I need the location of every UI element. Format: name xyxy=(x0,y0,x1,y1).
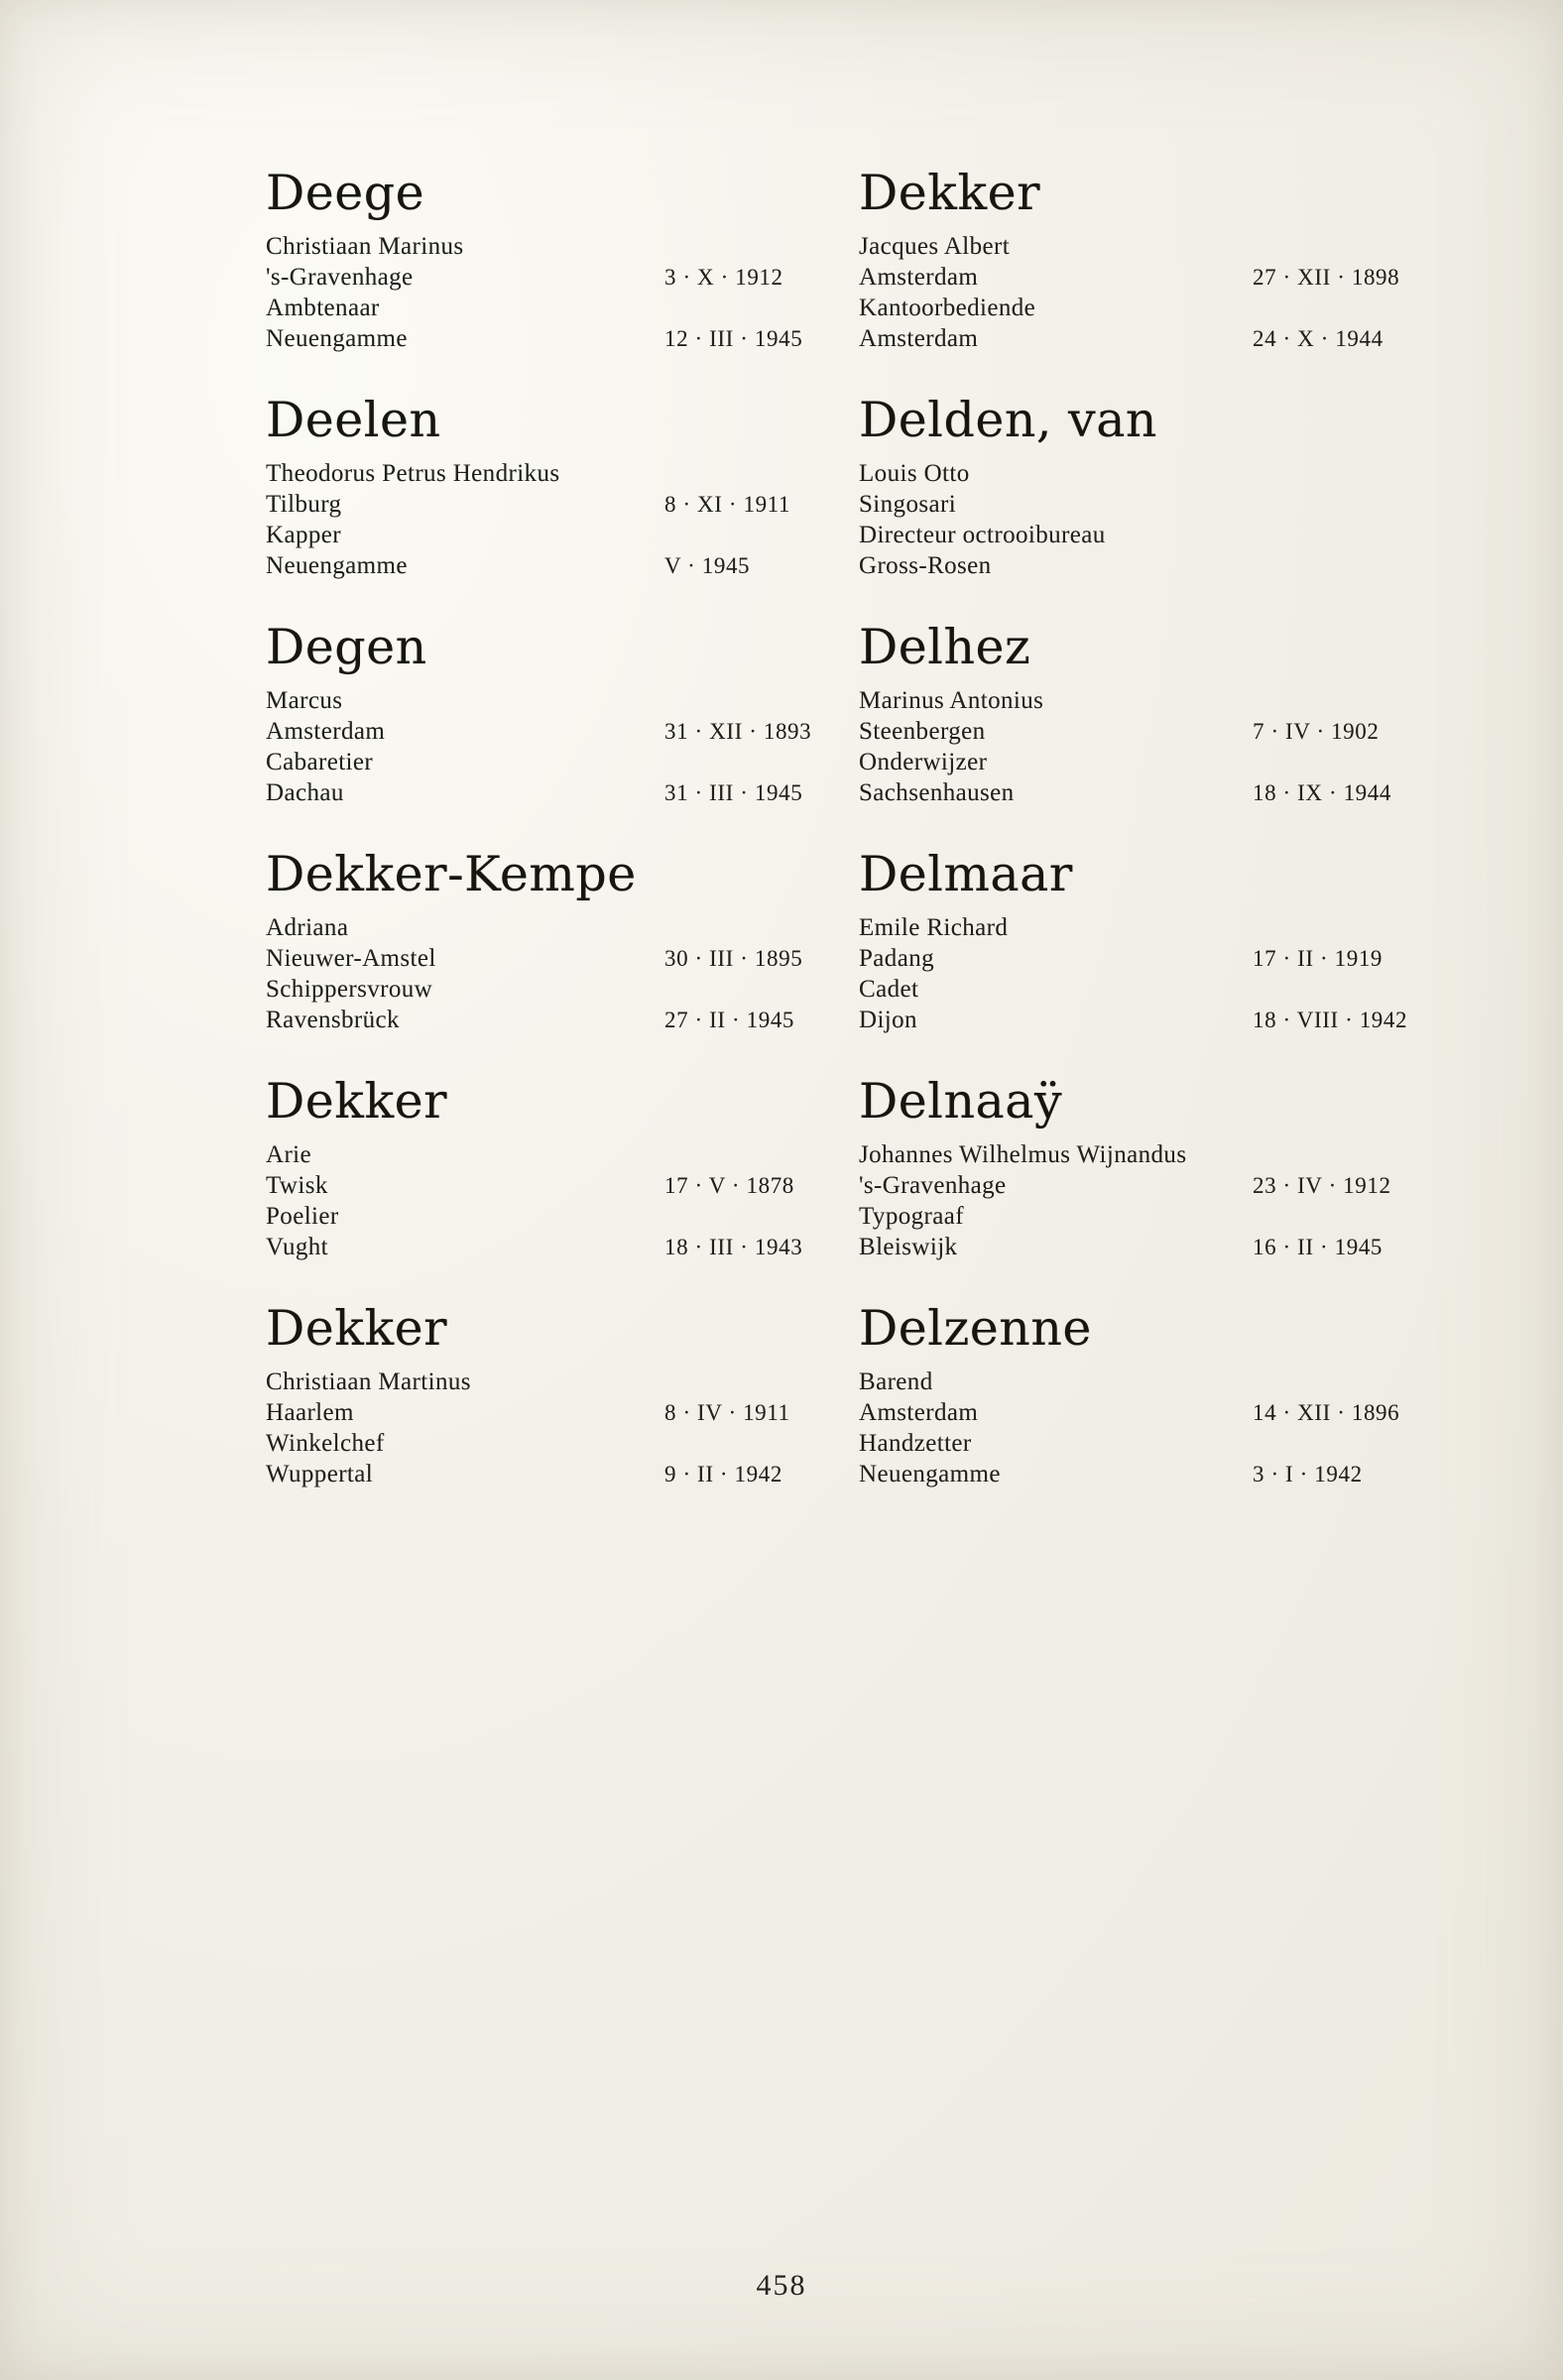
entry-line xyxy=(266,293,823,323)
entry-line xyxy=(859,1170,1416,1201)
entry xyxy=(859,1300,1416,1489)
entry-line-date: 23 · IV · 1912 xyxy=(1253,1173,1391,1198)
entry-line-date: 31 · XII · 1893 xyxy=(664,719,812,744)
entry xyxy=(266,846,823,1035)
entry-line xyxy=(859,912,1416,943)
entry-surname: Delmaar xyxy=(859,846,1073,902)
entry-details xyxy=(859,1139,1416,1262)
entry-line-date: 24 · X · 1944 xyxy=(1253,326,1383,351)
entry-line xyxy=(266,1367,823,1397)
entry-line-date: 3 · I · 1942 xyxy=(1253,1462,1363,1487)
entry-line xyxy=(266,716,823,747)
entry-line-text: Handzetter xyxy=(859,1430,972,1457)
entry-line-text: Directeur octrooibureau xyxy=(859,522,1106,548)
entry-line-text: Kantoorbediende xyxy=(859,295,1036,321)
entry-line-date: 31 · III · 1945 xyxy=(664,780,803,805)
entry-line-date: 14 · XII · 1896 xyxy=(1253,1400,1400,1425)
entry-line xyxy=(266,231,823,262)
page-number: 458 xyxy=(756,2269,807,2302)
column-left xyxy=(266,165,823,1489)
entry-details xyxy=(266,685,823,808)
entry-line-date: V · 1945 xyxy=(664,553,751,578)
entry-line xyxy=(859,1201,1416,1232)
entry-line-text: Adriana xyxy=(266,914,349,941)
entry-line xyxy=(266,685,823,716)
entry-surname: Dekker xyxy=(859,165,1041,221)
entry xyxy=(859,1073,1416,1262)
entry-line-text: Sachsenhausen xyxy=(859,779,1015,806)
entry-line xyxy=(266,1397,823,1428)
entry-line-text: Haarlem xyxy=(266,1399,354,1426)
entry-line xyxy=(266,323,823,354)
entry-line xyxy=(859,1428,1416,1459)
entry-line-text: Dijon xyxy=(859,1007,917,1033)
entry xyxy=(266,165,823,354)
entry-line xyxy=(266,458,823,489)
column-right xyxy=(859,165,1416,1489)
entry-line-text: Christiaan Marinus xyxy=(266,233,464,260)
entry-details xyxy=(266,1139,823,1262)
entry xyxy=(859,846,1416,1035)
entry-line xyxy=(266,1428,823,1459)
entry-surname: Dekker-Kempe xyxy=(266,846,637,902)
entry-line-date: 17 · II · 1919 xyxy=(1253,946,1383,971)
entry-line xyxy=(859,1459,1416,1489)
entry-line xyxy=(266,1459,823,1489)
entry-line-text: Amsterdam xyxy=(859,325,979,352)
entry-line-text: Ravensbrück xyxy=(266,1007,400,1033)
entry-line-date: 18 · IX · 1944 xyxy=(1253,780,1391,805)
entry-surname: Deege xyxy=(266,165,425,221)
entry-details xyxy=(266,458,823,581)
entry-line-text: Cadet xyxy=(859,976,919,1003)
entry-line-text: Tilburg xyxy=(266,491,342,518)
entry-line-date: 27 · II · 1945 xyxy=(664,1008,795,1032)
entry-line-text: Poelier xyxy=(266,1203,339,1230)
entry-line-date: 3 · X · 1912 xyxy=(664,265,783,290)
entry-line-text: Marcus xyxy=(266,687,343,714)
page-sheet xyxy=(117,89,1468,2311)
entry-line-text: Padang xyxy=(859,945,934,972)
entry-surname: Delnaaÿ xyxy=(859,1073,1063,1130)
entry-line xyxy=(859,293,1416,323)
entry-line xyxy=(266,912,823,943)
entry-line xyxy=(266,1005,823,1035)
entry-line-text: Steenbergen xyxy=(859,718,986,745)
entry-line-date: 27 · XII · 1898 xyxy=(1253,265,1400,290)
entry-line xyxy=(859,231,1416,262)
entry-line-date: 12 · III · 1945 xyxy=(664,326,803,351)
entry-line-text: Singosari xyxy=(859,491,957,518)
entry-line-text: Gross-Rosen xyxy=(859,552,992,579)
entry-line-text: Louis Otto xyxy=(859,460,970,487)
entry-line-text: Jacques Albert xyxy=(859,233,1011,260)
entry-line-text: Arie xyxy=(266,1141,312,1168)
entry-line-text: Dachau xyxy=(266,779,344,806)
entry-line xyxy=(859,685,1416,716)
entry-line-text: Vught xyxy=(266,1234,328,1260)
entry-line xyxy=(859,489,1416,520)
entry-line-text: Marinus Antonius xyxy=(859,687,1044,714)
entry-details xyxy=(266,231,823,354)
entry-surname: Dekker xyxy=(266,1300,448,1357)
entry-line xyxy=(859,1397,1416,1428)
entry-line-text: Bleiswijk xyxy=(859,1234,958,1260)
entry xyxy=(266,1300,823,1489)
entry-details xyxy=(859,912,1416,1035)
entry-line-text: Amsterdam xyxy=(859,1399,979,1426)
entry-line xyxy=(266,1170,823,1201)
entry-details xyxy=(266,1367,823,1489)
entry xyxy=(266,1073,823,1262)
entry-line xyxy=(266,262,823,293)
entry-line xyxy=(859,1005,1416,1035)
entry-line-text: Neuengamme xyxy=(859,1461,1001,1488)
entry-line-date: 16 · II · 1945 xyxy=(1253,1235,1383,1259)
entry-line-date: 18 · III · 1943 xyxy=(664,1235,803,1259)
entry-line xyxy=(266,1139,823,1170)
entry-line xyxy=(859,550,1416,581)
entry-line-text: Emile Richard xyxy=(859,914,1009,941)
entry-line xyxy=(266,550,823,581)
entry xyxy=(859,619,1416,808)
entry-line-text: Schippersvrouw xyxy=(266,976,433,1003)
entry-line-date: 7 · IV · 1902 xyxy=(1253,719,1380,744)
entry-line-date: 8 · IV · 1911 xyxy=(664,1400,790,1425)
entry-line xyxy=(859,747,1416,777)
entry-line-text: Amsterdam xyxy=(859,264,979,291)
entry-line xyxy=(859,1139,1416,1170)
entry-surname: Deelen xyxy=(266,392,441,448)
entry-columns xyxy=(266,165,1416,1489)
entry-line-text: Nieuwer-Amstel xyxy=(266,945,436,972)
entry-surname: Delden, van xyxy=(859,392,1157,448)
entry-line xyxy=(859,974,1416,1005)
entry-details xyxy=(859,685,1416,808)
entry-line-text: Winkelchef xyxy=(266,1430,385,1457)
entry-line-text: Cabaretier xyxy=(266,749,374,775)
entry-line-text: Amsterdam xyxy=(266,718,386,745)
entry-line-text: Christiaan Martinus xyxy=(266,1368,471,1395)
entry-line xyxy=(859,943,1416,974)
entry-line xyxy=(266,974,823,1005)
entry-line xyxy=(266,489,823,520)
entry-line-date: 30 · III · 1895 xyxy=(664,946,803,971)
entry-line xyxy=(266,520,823,550)
entry-details xyxy=(266,912,823,1035)
entry-line xyxy=(266,1232,823,1262)
entry xyxy=(859,165,1416,354)
entry-line-date: 18 · VIII · 1942 xyxy=(1253,1008,1408,1032)
entry-line-text: Neuengamme xyxy=(266,552,408,579)
entry-details xyxy=(859,1367,1416,1489)
entry xyxy=(266,392,823,581)
entry-line-text: Johannes Wilhelmus Wijnandus xyxy=(859,1141,1187,1168)
entry xyxy=(266,619,823,808)
entry-line-text: Kapper xyxy=(266,522,341,548)
entry-line xyxy=(859,323,1416,354)
entry-line xyxy=(859,1367,1416,1397)
entry-surname: Degen xyxy=(266,619,427,675)
entry-line-text: 's-Gravenhage xyxy=(266,264,414,291)
entry-line xyxy=(266,1201,823,1232)
entry-surname: Delhez xyxy=(859,619,1031,675)
entry-line xyxy=(859,520,1416,550)
entry-line-text: Twisk xyxy=(266,1172,328,1199)
entry-details xyxy=(859,231,1416,354)
entry-line-text: Ambtenaar xyxy=(266,295,380,321)
entry-line xyxy=(859,777,1416,808)
entry-line-text: Onderwijzer xyxy=(859,749,988,775)
entry-line-text: Wuppertal xyxy=(266,1461,374,1488)
entry-line xyxy=(266,747,823,777)
entry-surname: Dekker xyxy=(266,1073,448,1130)
entry-line-date: 8 · XI · 1911 xyxy=(664,492,791,517)
entry-line-text: Neuengamme xyxy=(266,325,408,352)
entry-line-date: 17 · V · 1878 xyxy=(664,1173,794,1198)
entry-line-text: Theodorus Petrus Hendrikus xyxy=(266,460,560,487)
entry-surname: Delzenne xyxy=(859,1300,1092,1357)
entry-line xyxy=(266,777,823,808)
entry-line-text: 's-Gravenhage xyxy=(859,1172,1007,1199)
entry-line-text: Barend xyxy=(859,1368,933,1395)
entry-line xyxy=(859,262,1416,293)
entry-line xyxy=(859,458,1416,489)
entry xyxy=(859,392,1416,581)
entry-line xyxy=(859,716,1416,747)
entry-line xyxy=(266,943,823,974)
entry-line xyxy=(859,1232,1416,1262)
entry-line-date: 9 · II · 1942 xyxy=(664,1462,782,1487)
entry-details xyxy=(859,458,1416,581)
entry-line-text: Typograaf xyxy=(859,1203,964,1230)
